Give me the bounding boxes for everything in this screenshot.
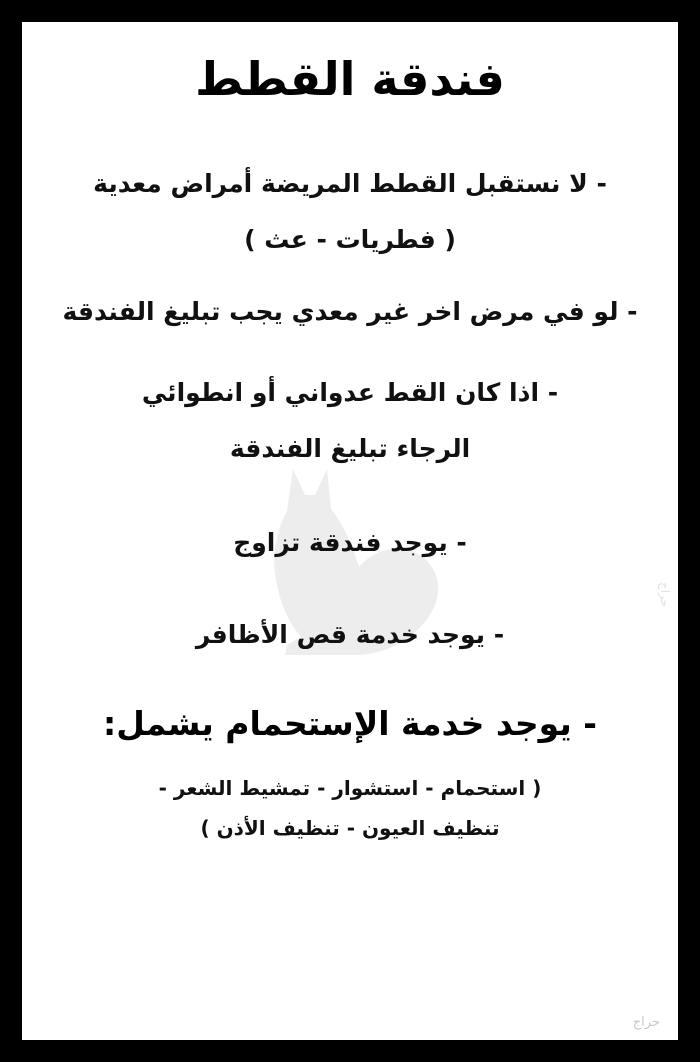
side-watermark-text: حراج <box>658 582 672 608</box>
rule-line-7: - يوجد خدمة قص الأظافر <box>195 619 505 649</box>
rule-line-1: - لا نستقبل القطط المريضة أمراض معدية <box>93 169 607 199</box>
poster-content <box>22 52 678 844</box>
highlight-details <box>46 772 654 844</box>
rule-line-2: ( فطريات - عث ) <box>244 224 456 254</box>
corner-watermark-text: حراج <box>632 1015 660 1030</box>
rule-line-5: الرجاء تبليغ الفندقة <box>229 434 471 464</box>
highlight-detail-line-2: تنظيف العيون - تنظيف الأذن ) <box>200 816 500 841</box>
rule-line-4: - اذا كان القط عدواني أو انطوائي <box>141 378 559 408</box>
rule-line-6: - يوجد فندقة تزاوج <box>233 527 467 557</box>
page-title: فندقة القطط <box>195 52 505 106</box>
poster-sheet <box>22 22 678 1040</box>
rule-line-3: - لو في مرض اخر غير معدي يجب تبليغ الفندقة <box>62 296 638 326</box>
highlight-detail-line-1: ( استحمام - استشوار - تمشيط الشعر - <box>158 776 542 801</box>
highlight-line: - يوجد خدمة الإستحمام يشمل: <box>103 704 597 744</box>
